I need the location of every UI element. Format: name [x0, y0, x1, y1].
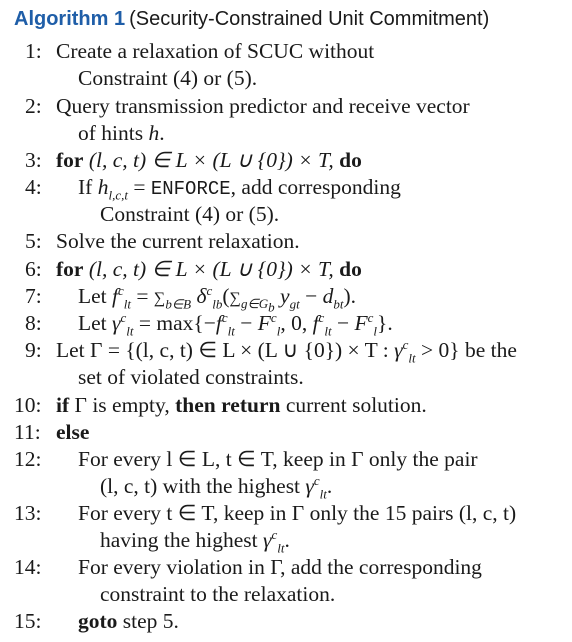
step-text: having the highest — [100, 528, 258, 552]
keyword-for: for — [56, 257, 84, 281]
step-line: Let $\gamma^c_{lt} = \max\{-f^c_{lt} - F^c_l$, 0, $f^c_{lt} - F^c_l$}. — [78, 309, 393, 339]
step-line: Let $f^c_{lt} = \sum_{b\in B}$ $\delta^c_{lb}(\sum_{g\in G_b}$ $y_{gt} - d_{bt}$). — [78, 282, 357, 315]
step-number: 8: — [25, 311, 42, 335]
step-number: 13: — [14, 501, 42, 525]
step-number: 3: — [25, 148, 42, 172]
keyword-goto: goto — [78, 609, 118, 633]
keyword-then-return: then return — [175, 393, 281, 417]
step-text: set of violated constraints. — [78, 365, 304, 389]
step-number: 9: — [25, 338, 42, 362]
step-text: be the — [464, 338, 517, 362]
step-text: For every violation in Γ, add the corresponding — [78, 555, 482, 579]
step-text: If — [78, 175, 93, 199]
step-line — [56, 395, 427, 417]
step-text: step 5. — [122, 609, 179, 633]
keyword-do: do — [339, 257, 362, 281]
step-line — [78, 611, 179, 633]
step-text: Let — [78, 284, 107, 308]
algorithm-label: Algorithm 1 — [14, 8, 126, 30]
step-number: 5: — [25, 229, 42, 253]
step-number: 15: — [14, 609, 42, 633]
step-line: Let Γ = {(l, c, t) ∈ L × (L ∪ {0}) × T : $\gamma^c_{lt} > 0$} be the — [56, 336, 517, 366]
step-line: having the highest $\gamma^c_{lt}$. — [100, 526, 290, 556]
math-tuple: (l, c, t) ∈ L × (L ∪ {0}) × T, — [88, 257, 334, 281]
algorithm-title — [14, 8, 489, 31]
keyword-for: for — [56, 148, 84, 172]
keyword-else: else — [56, 420, 90, 444]
enforce-token: ENFORCE — [150, 178, 231, 200]
step-text: Create a relaxation of SCUC without — [56, 39, 375, 63]
step-line: (l, c, t) with the highest $\gamma^c_{lt}$. — [100, 472, 333, 502]
step-text: of hints — [78, 121, 144, 145]
step-number: 2: — [25, 94, 42, 118]
step-number: 4: — [25, 175, 42, 199]
step-number: 11: — [14, 420, 41, 444]
step-text-line: of hints h. — [78, 121, 165, 145]
math-var: h — [148, 121, 160, 145]
math-tuple: (l, c, t) ∈ L × (L ∪ {0}) × T, — [88, 148, 334, 172]
step-number: 14: — [14, 555, 42, 579]
algorithm-caption: (Security-Constrained Unit Commitment) — [129, 8, 490, 30]
step-line: If $h_{l,c,t}$ = ENFORCE, add corresponding — [78, 175, 401, 203]
step-text: For every t ∈ T, keep in Γ only the 15 pairs (l, c, t) — [78, 501, 517, 525]
step-text: Solve the current relaxation. — [56, 229, 300, 253]
step-text: current solution. — [285, 393, 427, 417]
step-text: Let Γ = {(l, c, t) ∈ L × (L ∪ {0}) × T : — [56, 338, 389, 362]
step-text: constraint to the relaxation. — [100, 582, 336, 606]
step-number: 7: — [25, 284, 42, 308]
step-number: 12: — [14, 447, 42, 471]
keyword-if: if — [56, 393, 70, 417]
keyword-do: do — [339, 148, 362, 172]
step-text: For every l ∈ L, t ∈ T, keep in Γ only the pair — [78, 447, 478, 471]
step-text: , add corresponding — [230, 175, 401, 199]
step-text: Query transmission predictor and receive vector — [56, 94, 470, 118]
step-number: 1: — [25, 39, 42, 63]
step-line — [56, 259, 362, 281]
step-line — [56, 150, 362, 172]
step-text: (l, c, t) with the highest — [100, 474, 301, 498]
step-text: Constraint (4) or (5). — [100, 202, 280, 226]
step-text: Γ is empty, — [74, 393, 170, 417]
step-text: Let — [78, 311, 107, 335]
step-number: 10: — [14, 393, 42, 417]
step-number: 6: — [25, 257, 42, 281]
step-text: Constraint (4) or (5). — [78, 66, 258, 90]
